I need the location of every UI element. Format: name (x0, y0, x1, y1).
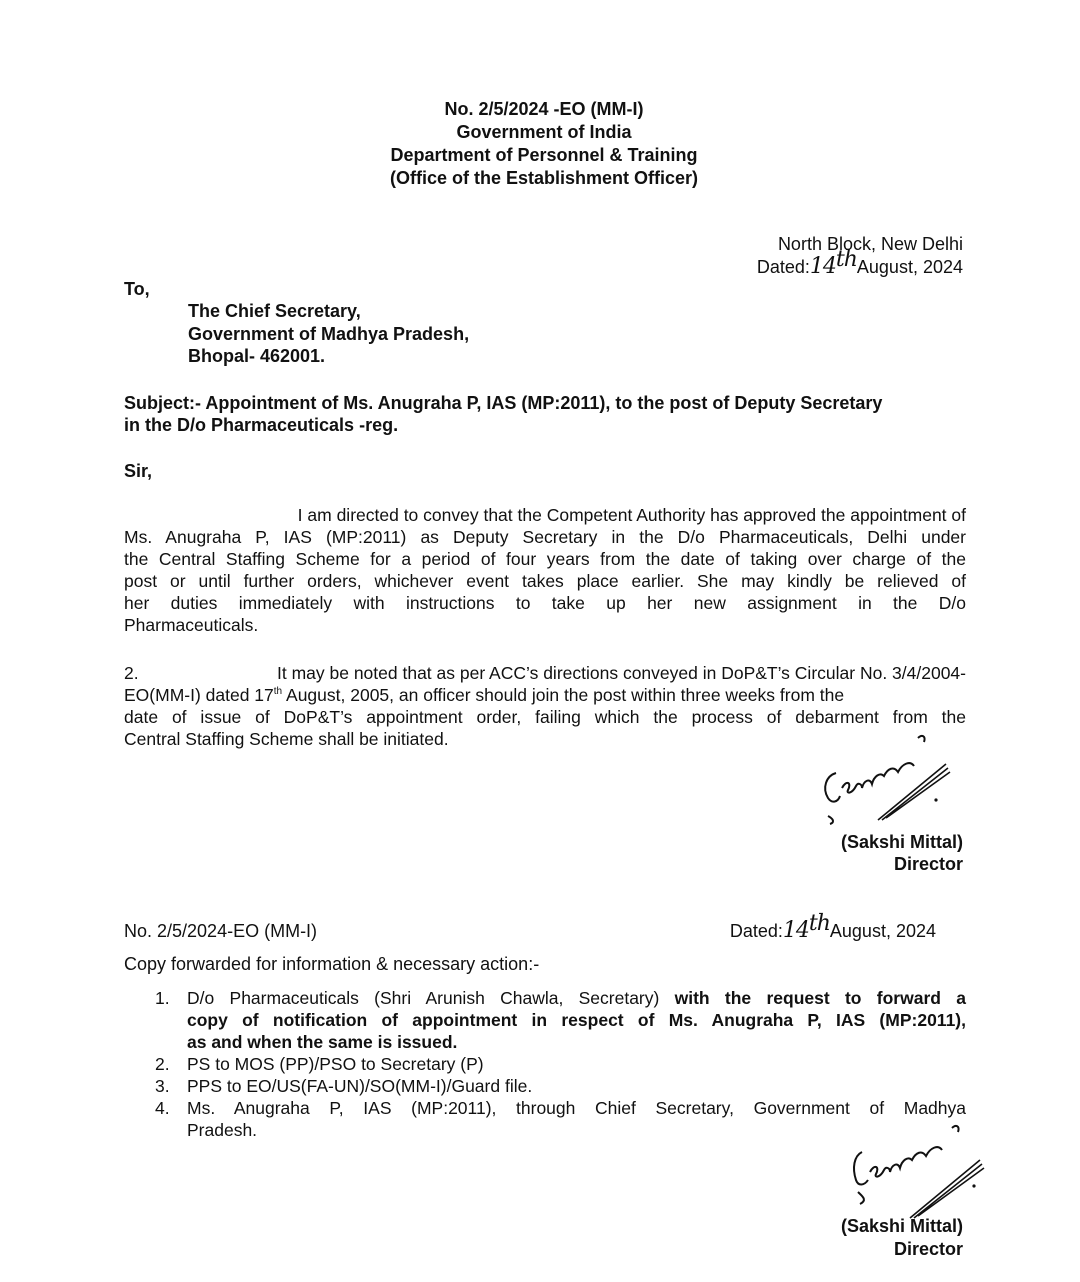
dated-label: Dated: (729, 921, 783, 941)
list-item-number: 4. (155, 1098, 170, 1118)
copy-signatory-name: (Sakshi Mittal) (840, 1216, 963, 1236)
list-item-text: D/o Pharmaceuticals (Shri Arunish Chawla, Secretary) (187, 988, 675, 1008)
addressee-line1: The Chief Secretary, (188, 301, 361, 321)
subject-line1: Subject:- Appointment of Ms. Anugraha P, IAS (MP:2011), to the post of Deputy Secretary (124, 393, 883, 413)
to-label: To, (124, 279, 150, 299)
list-item-bold-text: as and when the same is issued. (187, 1032, 458, 1052)
government-name: Government of India (456, 122, 632, 142)
handwritten-day: 14 (809, 254, 836, 279)
para2-line2 (124, 684, 966, 706)
place: North Block, New Delhi (777, 234, 963, 254)
file-number: No. 2/5/2024 -EO (MM-I) (444, 99, 644, 119)
copy-date-line (536, 911, 936, 943)
list-item-text: Pradesh. (187, 1120, 258, 1140)
list-item-number: 1. (155, 988, 170, 1008)
para2-text: It may be noted that as per ACC’s directions conveyed in DoP&T’s Circular No. 3/4/2004- (276, 663, 966, 683)
copy-list (124, 987, 966, 1141)
list-item (124, 987, 966, 1053)
date-line (563, 247, 963, 279)
list-item-number: 2. (155, 1054, 170, 1074)
superscript: th (273, 686, 283, 698)
handwritten-day: 14 (782, 918, 809, 943)
para1-line: Ms. Anugraha P, IAS (MP:2011) as Deputy Secretary in the D/o Pharmaceuticals, Delhi under (124, 527, 966, 547)
copy-intro: Copy forwarded for information & necessary action:- (124, 954, 540, 974)
list-item-text: Ms. Anugraha P, IAS (MP:2011), through Chief Secretary, Government of Madhya (187, 1098, 966, 1118)
para2-line4: Central Staffing Scheme shall be initiated. (124, 729, 449, 749)
list-item-text: PS to MOS (PP)/PSO to Secretary (P) (187, 1054, 484, 1074)
list-item (124, 1075, 966, 1097)
dated-label: Dated: (756, 257, 810, 277)
month-year: August, 2024 (829, 921, 936, 941)
signature-image (840, 1120, 990, 1220)
signatory-name: (Sakshi Mittal) (840, 832, 963, 852)
office-name: (Office of the Establishment Officer) (389, 168, 699, 188)
copy-signatory-designation: Director (893, 1239, 963, 1259)
addressee-line3: Bhopal- 462001. (188, 346, 326, 366)
list-item-bold-text: with the request to forward a (674, 988, 966, 1008)
department-name: Department of Personnel & Training (390, 145, 698, 165)
body-paragraph-1 (124, 504, 966, 636)
list-item-bold-text: copy of notification of appointment in respect of Ms. Anugraha P, IAS (MP:2011), (187, 1010, 966, 1030)
para1-line: I am directed to convey that the Competent Authority has approved the appointment of (297, 505, 966, 525)
handwritten-day-suffix: th (808, 911, 830, 936)
para2-text: August, 2005, an officer should join the post within three weeks from the (282, 685, 845, 705)
para1-line: Pharmaceuticals. (124, 615, 259, 635)
copy-file-number: No. 2/5/2024-EO (MM-I) (124, 921, 318, 941)
salutation: Sir, (124, 461, 153, 481)
signatory-designation: Director (893, 854, 963, 874)
para2-number: 2. (124, 663, 139, 683)
list-item-text: PPS to EO/US(FA-UN)/SO(MM-I)/Guard file. (187, 1076, 533, 1096)
month-year: August, 2024 (856, 257, 963, 277)
para2-text: EO(MM-I) dated 17 (124, 685, 274, 705)
handwritten-day-suffix: th (835, 247, 857, 272)
para2-line3: date of issue of DoP&T’s appointment order, failing which the process of debarment from the (124, 707, 966, 727)
para1-line: the Central Staffing Scheme for a period of four years from the date of taking over charge of the (124, 549, 966, 569)
para1-line: her duties immediately with instructions to take up her new assignment in the D/o (124, 593, 966, 613)
addressee-line2: Government of Madhya Pradesh, (188, 324, 470, 344)
list-item (124, 1053, 966, 1075)
signature-image (818, 728, 958, 828)
subject-line2: in the D/o Pharmaceuticals -reg. (124, 415, 399, 435)
para2-line1 (124, 662, 966, 684)
para1-line: post or until further orders, whichever event takes place earlier. She may kindly be relieved of (124, 571, 966, 591)
list-item-number: 3. (155, 1076, 170, 1096)
